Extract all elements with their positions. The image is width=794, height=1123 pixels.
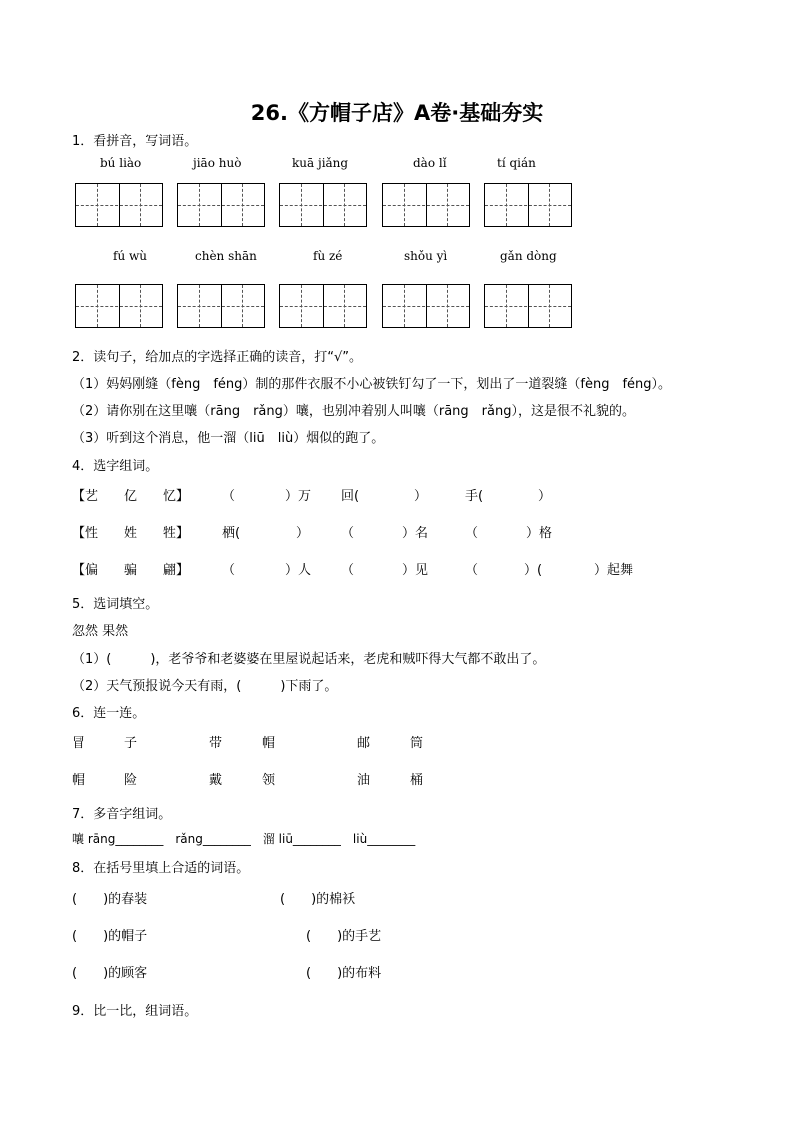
writing-box-1[interactable]: [75, 183, 163, 227]
q4-row2-blank2-open: （: [341, 526, 355, 541]
q4-row1-word3: 手(: [465, 489, 484, 504]
q2-sentence-1: （1）妈妈刚缝（fèng féng）制的那件衣服不小心被铁钉勾了一下，划出了一道裂缝（fèng féng）。: [72, 377, 672, 392]
q6-top-5[interactable]: 邮: [357, 736, 371, 751]
q4-row2-word3: ）格: [526, 526, 553, 541]
q8-item-1[interactable]: ( )的春装: [72, 892, 148, 907]
q4-row1-blank3-close: ）: [538, 489, 552, 504]
q2-sentence-2: （2）请你别在这里嚷（rāng rǎng）嚷，也别冲着别人叫嚷（rāng rǎng），这是很不礼貌的。: [72, 404, 635, 419]
q4-row2-word1: 栖(: [222, 526, 241, 541]
q4-row2-blank3-open: （: [465, 526, 479, 541]
q6-top-2[interactable]: 子: [124, 736, 138, 751]
q8-heading: 8．在括号里填上合适的词语。: [72, 861, 250, 876]
q6-bottom-5[interactable]: 油: [357, 773, 371, 788]
q5-heading: 5．选词填空。: [72, 597, 159, 612]
q6-bottom-4[interactable]: 领: [262, 773, 276, 788]
q8-item-3[interactable]: ( )的帽子: [72, 929, 148, 944]
q4-row3-word3: ）起舞: [594, 563, 634, 578]
pinyin-3: kuā jiǎng: [292, 156, 349, 170]
q4-row3-blank3-close: ）(: [524, 563, 543, 578]
pinyin-4: dào lǐ: [413, 156, 447, 170]
q7-line: 嚷 rāng________ rǎng________ 溜 liū________ liù________: [72, 832, 416, 846]
q4-row3-blank3-open: （: [465, 563, 479, 578]
q8-item-6[interactable]: ( )的布料: [306, 966, 382, 981]
q6-bottom-2[interactable]: 险: [124, 773, 138, 788]
pinyin-2: jiāo huò: [193, 156, 242, 170]
q4-row1-chars: 【艺 亿 忆】: [72, 489, 190, 504]
pinyin-10: gǎn dòng: [500, 249, 557, 263]
q6-top-1[interactable]: 冒: [72, 736, 86, 751]
writing-box-5[interactable]: [484, 183, 572, 227]
writing-box-8[interactable]: [279, 284, 367, 328]
q5-sentence-2: （2）天气预报说今天有雨，( )下雨了。: [72, 679, 338, 694]
writing-box-4[interactable]: [382, 183, 470, 227]
q5-options: 忽然 果然: [72, 624, 129, 639]
q9-heading: 9．比一比，组词语。: [72, 1004, 198, 1019]
q4-row3-word1: ）人: [285, 563, 312, 578]
q4-row2-blank1-close: ）: [296, 526, 310, 541]
q4-row1-blank1-open: （: [222, 489, 236, 504]
writing-box-6[interactable]: [75, 284, 163, 328]
q4-row1-word1: ）万: [285, 489, 312, 504]
q8-item-5[interactable]: ( )的顾客: [72, 966, 148, 981]
q4-row3-blank2-open: （: [341, 563, 355, 578]
q1-heading: 1．看拼音，写词语。: [72, 134, 198, 149]
q4-row2-chars: 【性 姓 牲】: [72, 526, 190, 541]
q4-row2-word2: ）名: [402, 526, 429, 541]
pinyin-1: bú liào: [100, 156, 142, 170]
pinyin-5: tí qián: [497, 156, 536, 170]
pinyin-8: fù zé: [313, 249, 343, 263]
q2-heading: 2．读句子，给加点的字选择正确的读音，打“√”。: [72, 350, 363, 365]
pinyin-6: fú wù: [113, 249, 147, 263]
q6-top-3[interactable]: 带: [209, 736, 223, 751]
q6-bottom-6[interactable]: 桶: [410, 773, 424, 788]
q6-heading: 6．连一连。: [72, 706, 146, 721]
q6-bottom-3[interactable]: 戴: [209, 773, 223, 788]
q4-heading: 4．选字组词。: [72, 459, 159, 474]
q5-sentence-1: （1）( )，老爷爷和老婆婆在里屋说起话来，老虎和贼吓得大气都不敢出了。: [72, 652, 546, 667]
q6-bottom-1[interactable]: 帽: [72, 773, 86, 788]
q6-top-4[interactable]: 帽: [262, 736, 276, 751]
q6-top-6[interactable]: 筒: [410, 736, 424, 751]
pinyin-7: chèn shān: [195, 249, 257, 263]
q7-heading: 7．多音字组词。: [72, 807, 172, 822]
q4-row1-blank2-close: ）: [414, 489, 428, 504]
writing-box-9[interactable]: [382, 284, 470, 328]
q8-item-2[interactable]: ( )的棉袄: [280, 892, 356, 907]
q4-row3-word2: ）见: [402, 563, 429, 578]
pinyin-9: shǒu yì: [404, 249, 448, 263]
writing-box-10[interactable]: [484, 284, 572, 328]
writing-box-2[interactable]: [177, 183, 265, 227]
q4-row1-word2: 回(: [341, 489, 360, 504]
q4-row3-blank1-open: （: [222, 563, 236, 578]
writing-box-3[interactable]: [279, 183, 367, 227]
q2-sentence-3: （3）听到这个消息，他一溜（liū liù）烟似的跑了。: [72, 431, 385, 446]
q8-item-4[interactable]: ( )的手艺: [306, 929, 382, 944]
writing-box-7[interactable]: [177, 284, 265, 328]
page-title: 26.《方帽子店》A卷·基础夯实: [250, 101, 544, 125]
q4-row3-chars: 【偏 骗 翩】: [72, 563, 190, 578]
